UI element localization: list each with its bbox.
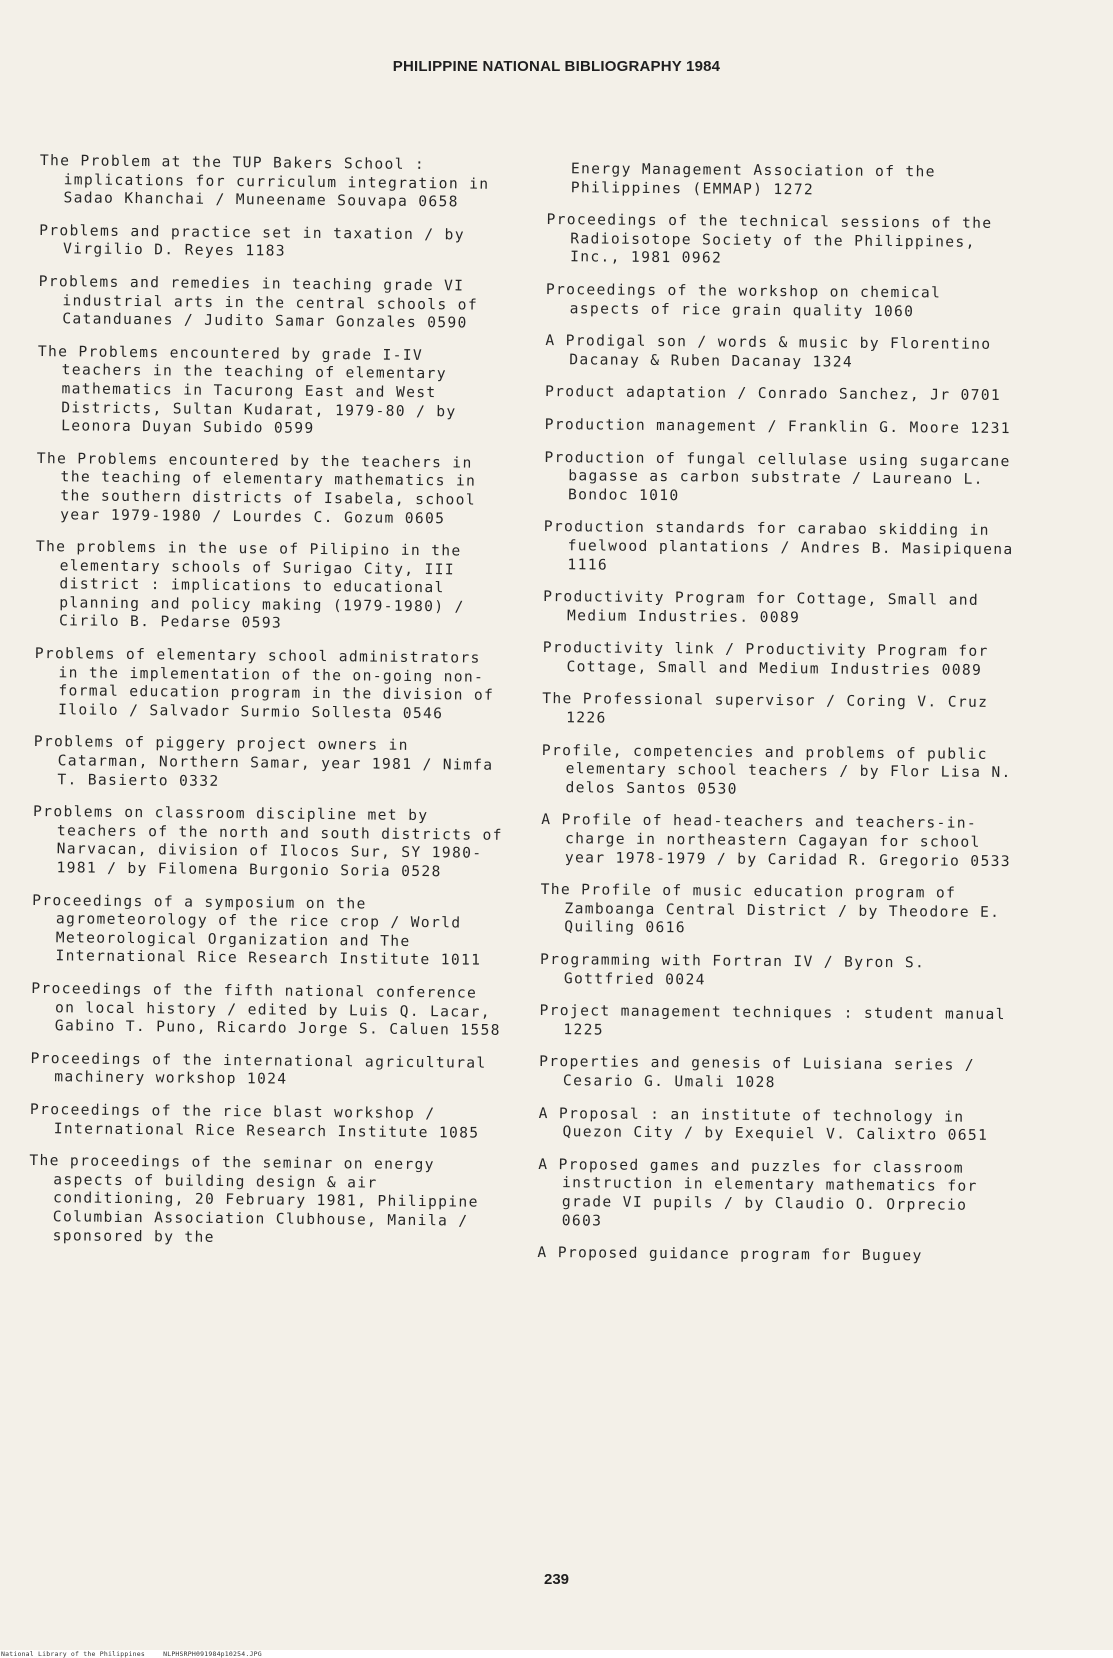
bibliography-entry: Problems on classroom discipline met by teachers of the north and south districts of Narvacan, division of Ilocos Sur, SY 1980-1981 / by Filomena Burgonio Soria 0528 (33, 803, 503, 881)
bibliography-entry: A Proposal : an institute of technology in Quezon City / by Exequiel V. Calixtro 0651 (538, 1104, 989, 1145)
bibliography-entry: Proceedings of the fifth national conference on local history / edited by Luis Q. Lacar, Gabino T. Puno, Ricardo Jorge S. Caluen 1558 (31, 979, 501, 1040)
right-column (537, 160, 1017, 1281)
bibliography-entry: Properties and genesis of Luisiana series / Cesario G. Umali 1028 (539, 1053, 976, 1092)
bibliography-entry: Production of fungal cellulase using sugarcane bagasse as carbon substrate / Laureano L. Bondoc 1010 (544, 448, 1011, 504)
bibliography-entry: A Prodigal son / words & music by Florentino Dacanay & Ruben Dacanay 1324 (545, 332, 992, 371)
footer-filename: NLPHSRPH091984p10254.JPG (163, 1650, 262, 1658)
bibliography-entry: Proceedings of a symposium on the agrometeorology of the rice crop / World Meteorological Organization and The International Rice Research Institute 1011 (32, 891, 482, 970)
bibliography-entry: Production management / Franklin G. Moore 1231 (544, 415, 1012, 437)
bibliography-entry: Proceedings of the technical sessions of the Radioisotope Society of the Philippines, Inc., 1981 0962 (546, 211, 993, 267)
bibliography-entry: The Problems encountered by the teachers in the teaching of elementary mathematics in the southern districts of Isabela, school year 1979-1980 / Lourdes C. Gozum 0605 (36, 449, 477, 527)
bibliography-entry: Problems of piggery project owners in Catarman, Northern Samar, year 1981 / Nimfa T. Basierto 0332 (33, 733, 494, 790)
bibliography-entry: Productivity link / Productivity Program for Cottage, Small and Medium Industries 0089 (542, 639, 989, 679)
bibliography-entry: Problems of elementary school administrators in the implementation of the on-going non-formal education program in the division of Iloilo / Salvador Surmio Sollesta 0546 (34, 645, 495, 723)
bibliography-entry: Proceedings of the international agricultural machinery workshop 1024 (30, 1049, 487, 1088)
bibliography-entry: The Profile of music education program of Zamboanga Central District / by Theodore E. Quiling 0616 (540, 881, 1001, 937)
bibliography-entry: The problems in the use of Pilipino in the elementary schools of Surigao City, III district : implications to educational planning and policy making (1979-1980) / Cirilo B. Pedarse 0593 (35, 538, 465, 633)
footer-library: National Library of the Philippines (1, 1650, 145, 1658)
bibliography-entry: Proceedings of the rice blast workshop / International Rice Research Institute 1085 (29, 1100, 480, 1142)
bibliography-entry: Problems and practice set in taxation / by Virgilio D. Reyes 1183 (39, 221, 465, 260)
bibliography-entry: A Proposed games and puzzles for classroom instruction in elementary mathematics for grade VI pupils / by Claudio O. Orprecio 0603 (538, 1155, 978, 1230)
bibliography-entry: Proceedings of the workshop on chemical aspects of rice grain quality 1060 (545, 280, 942, 320)
footer-credit (0, 1650, 1113, 1658)
page-number: 239 (543, 1571, 570, 1588)
left-column (28, 152, 510, 1264)
bibliography-entry: Programming with Fortran IV / Byron S. Gottfried 0024 (539, 950, 926, 989)
bibliography-entry: Production standards for carabao skidding in fuelwood plantations / Andres B. Masipiquena 1116 (543, 518, 1014, 574)
bibliography-entry: A Profile of head-teachers and teachers-in-charge in northeastern Cagayan for school year 1978-1979 / by Caridad R. Gregorio 0533 (541, 811, 1011, 870)
bibliography-entry: A Proposed guidance program for Buguey (537, 1244, 923, 1265)
bibliography-entry: The Professional supervisor / Coring V. Cruz 1226 (542, 690, 989, 727)
bibliography-entry: The proceedings of the seminar on energy aspects of building design & air conditioning, 20 February 1981, Philippine Columbian Association Clubhouse, Manila / sponsored by the (29, 1152, 479, 1246)
bibliography-entry: Project management techniques : student manual 1225 (539, 1002, 1006, 1039)
bibliography-entry: Problems and remedies in teaching grade VI industrial arts in the central schools of Catanduanes / Judito Samar Gonzales 0590 (38, 272, 479, 332)
bibliography-entry: The Problems encountered by grade I-IV teachers in the teaching of elementary mathematics in Tacurong East and West Districts, Sultan Kudarat, 1979-80 / by Leonora Duyan Subido 0599 (37, 342, 457, 438)
page-header: PHILIPPINE NATIONAL BIBLIOGRAPHY 1984 (392, 58, 721, 75)
bibliography-entry: Productivity Program for Cottage, Small and Medium Industries. 0089 (543, 588, 980, 626)
bibliography-entry: The Problem at the TUP Bakers School : implications for curriculum integration in Sadao Khanchai / Muneename Souvapa 0658 (39, 152, 490, 211)
bibliography-entry: Profile, competencies and problems of public elementary school teachers / by Flor Lisa N. delos Santos 0530 (541, 741, 1012, 798)
bibliography-entry-continued: Energy Management Association of the Philippines (EMMAP) 1272 (570, 160, 936, 198)
bibliography-entry: Product adaptation / Conrado Sanchez, Jr 0701 (544, 383, 1002, 405)
